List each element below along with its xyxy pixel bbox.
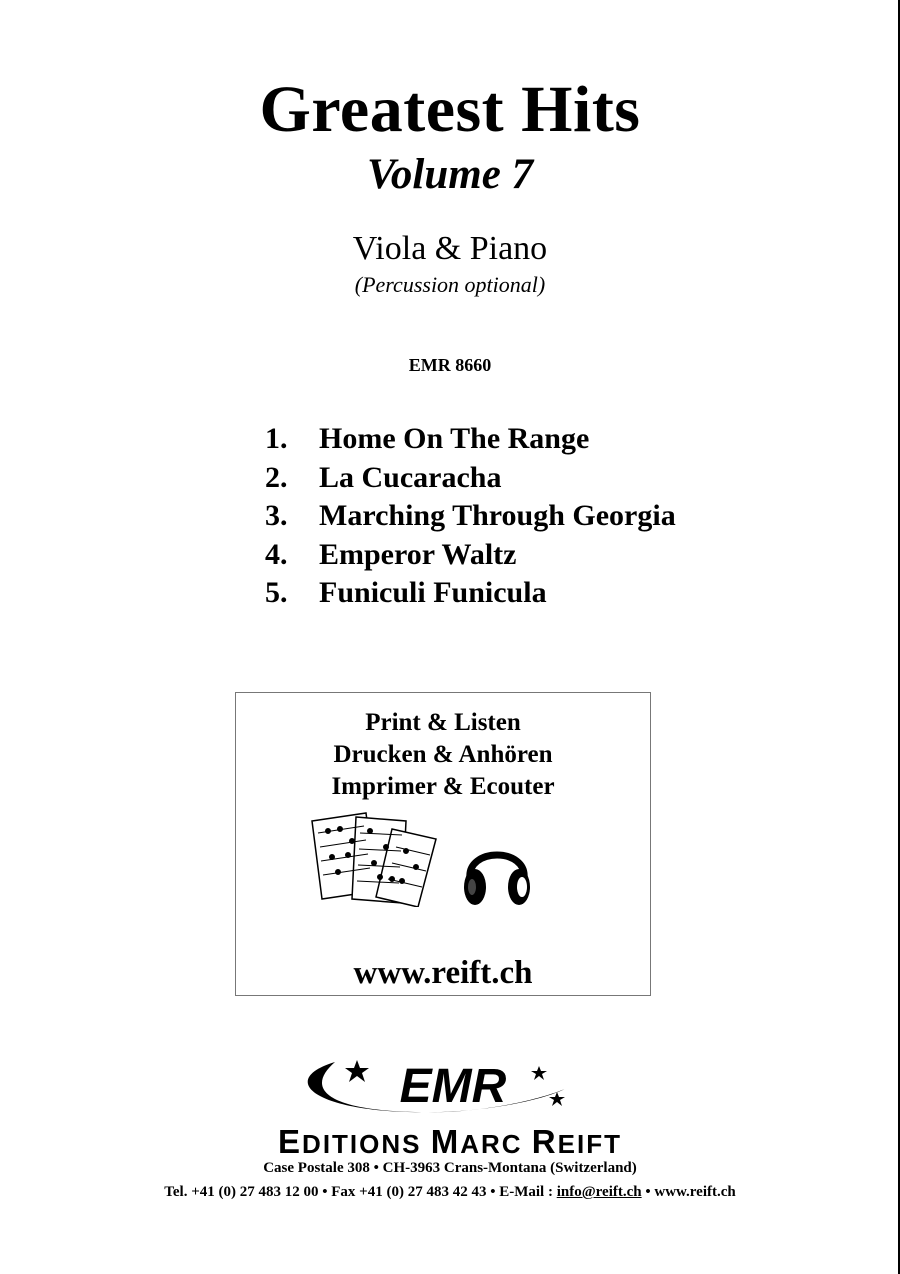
list-item [265,420,676,459]
song-number: 1. [265,422,288,456]
promo-line-french: Imprimer & Ecouter [331,773,555,800]
logo-text: EMR [399,1060,507,1113]
song-title: Marching Through Georgia [319,499,676,533]
promo-line-english: Print & Listen [365,709,521,736]
publisher-word: EIFT [557,1129,622,1159]
song-number: 5. [265,576,288,610]
list-item [265,574,676,613]
publisher-contact [0,1184,900,1201]
headphones-icon [460,833,534,909]
song-list [265,420,676,613]
publisher-initial: R [531,1123,558,1160]
song-number: 4. [265,537,288,571]
instrumentation: Viola & Piano [352,230,548,267]
emr-logo [295,1052,585,1122]
publisher-address: Case Postale 308 • CH-3963 Crans-Montana (Switzerland) [263,1160,637,1176]
optional-note: (Percussion optional) [354,272,546,297]
cover-subtitle: Volume 7 [366,151,534,198]
list-item [265,497,676,536]
publisher-website[interactable]: • www.reift.ch [645,1184,736,1200]
list-item [265,459,676,498]
publisher-word: DITIONS [302,1129,431,1159]
email-link[interactable]: info@reift.ch [556,1184,642,1200]
email-label: E-Mail : [499,1184,553,1200]
publisher-fax: Fax +41 (0) 27 483 42 43 • [331,1184,496,1200]
promo-line-german: Drucken & Anhören [333,741,553,768]
publisher-word: ARC [460,1129,532,1159]
song-title: Funiculi Funicula [319,576,547,610]
song-number: 2. [265,460,288,494]
song-title: Home On The Range [319,422,590,456]
song-number: 3. [265,499,288,533]
song-title: La Cucaracha [319,460,502,494]
website-url[interactable]: www.reift.ch [353,955,533,991]
sheet-music-icon [308,811,442,907]
publisher-tel: Tel. +41 (0) 27 483 12 00 • [164,1184,328,1200]
publisher-name [0,1123,900,1161]
list-item [265,536,676,575]
publisher-initial: M [430,1123,461,1160]
cover-title: Greatest Hits [259,73,641,146]
publisher-initial: E [278,1123,303,1160]
song-title: Emperor Waltz [319,537,517,571]
catalog-number: EMR 8660 [408,355,492,375]
print-listen-box [235,692,651,996]
